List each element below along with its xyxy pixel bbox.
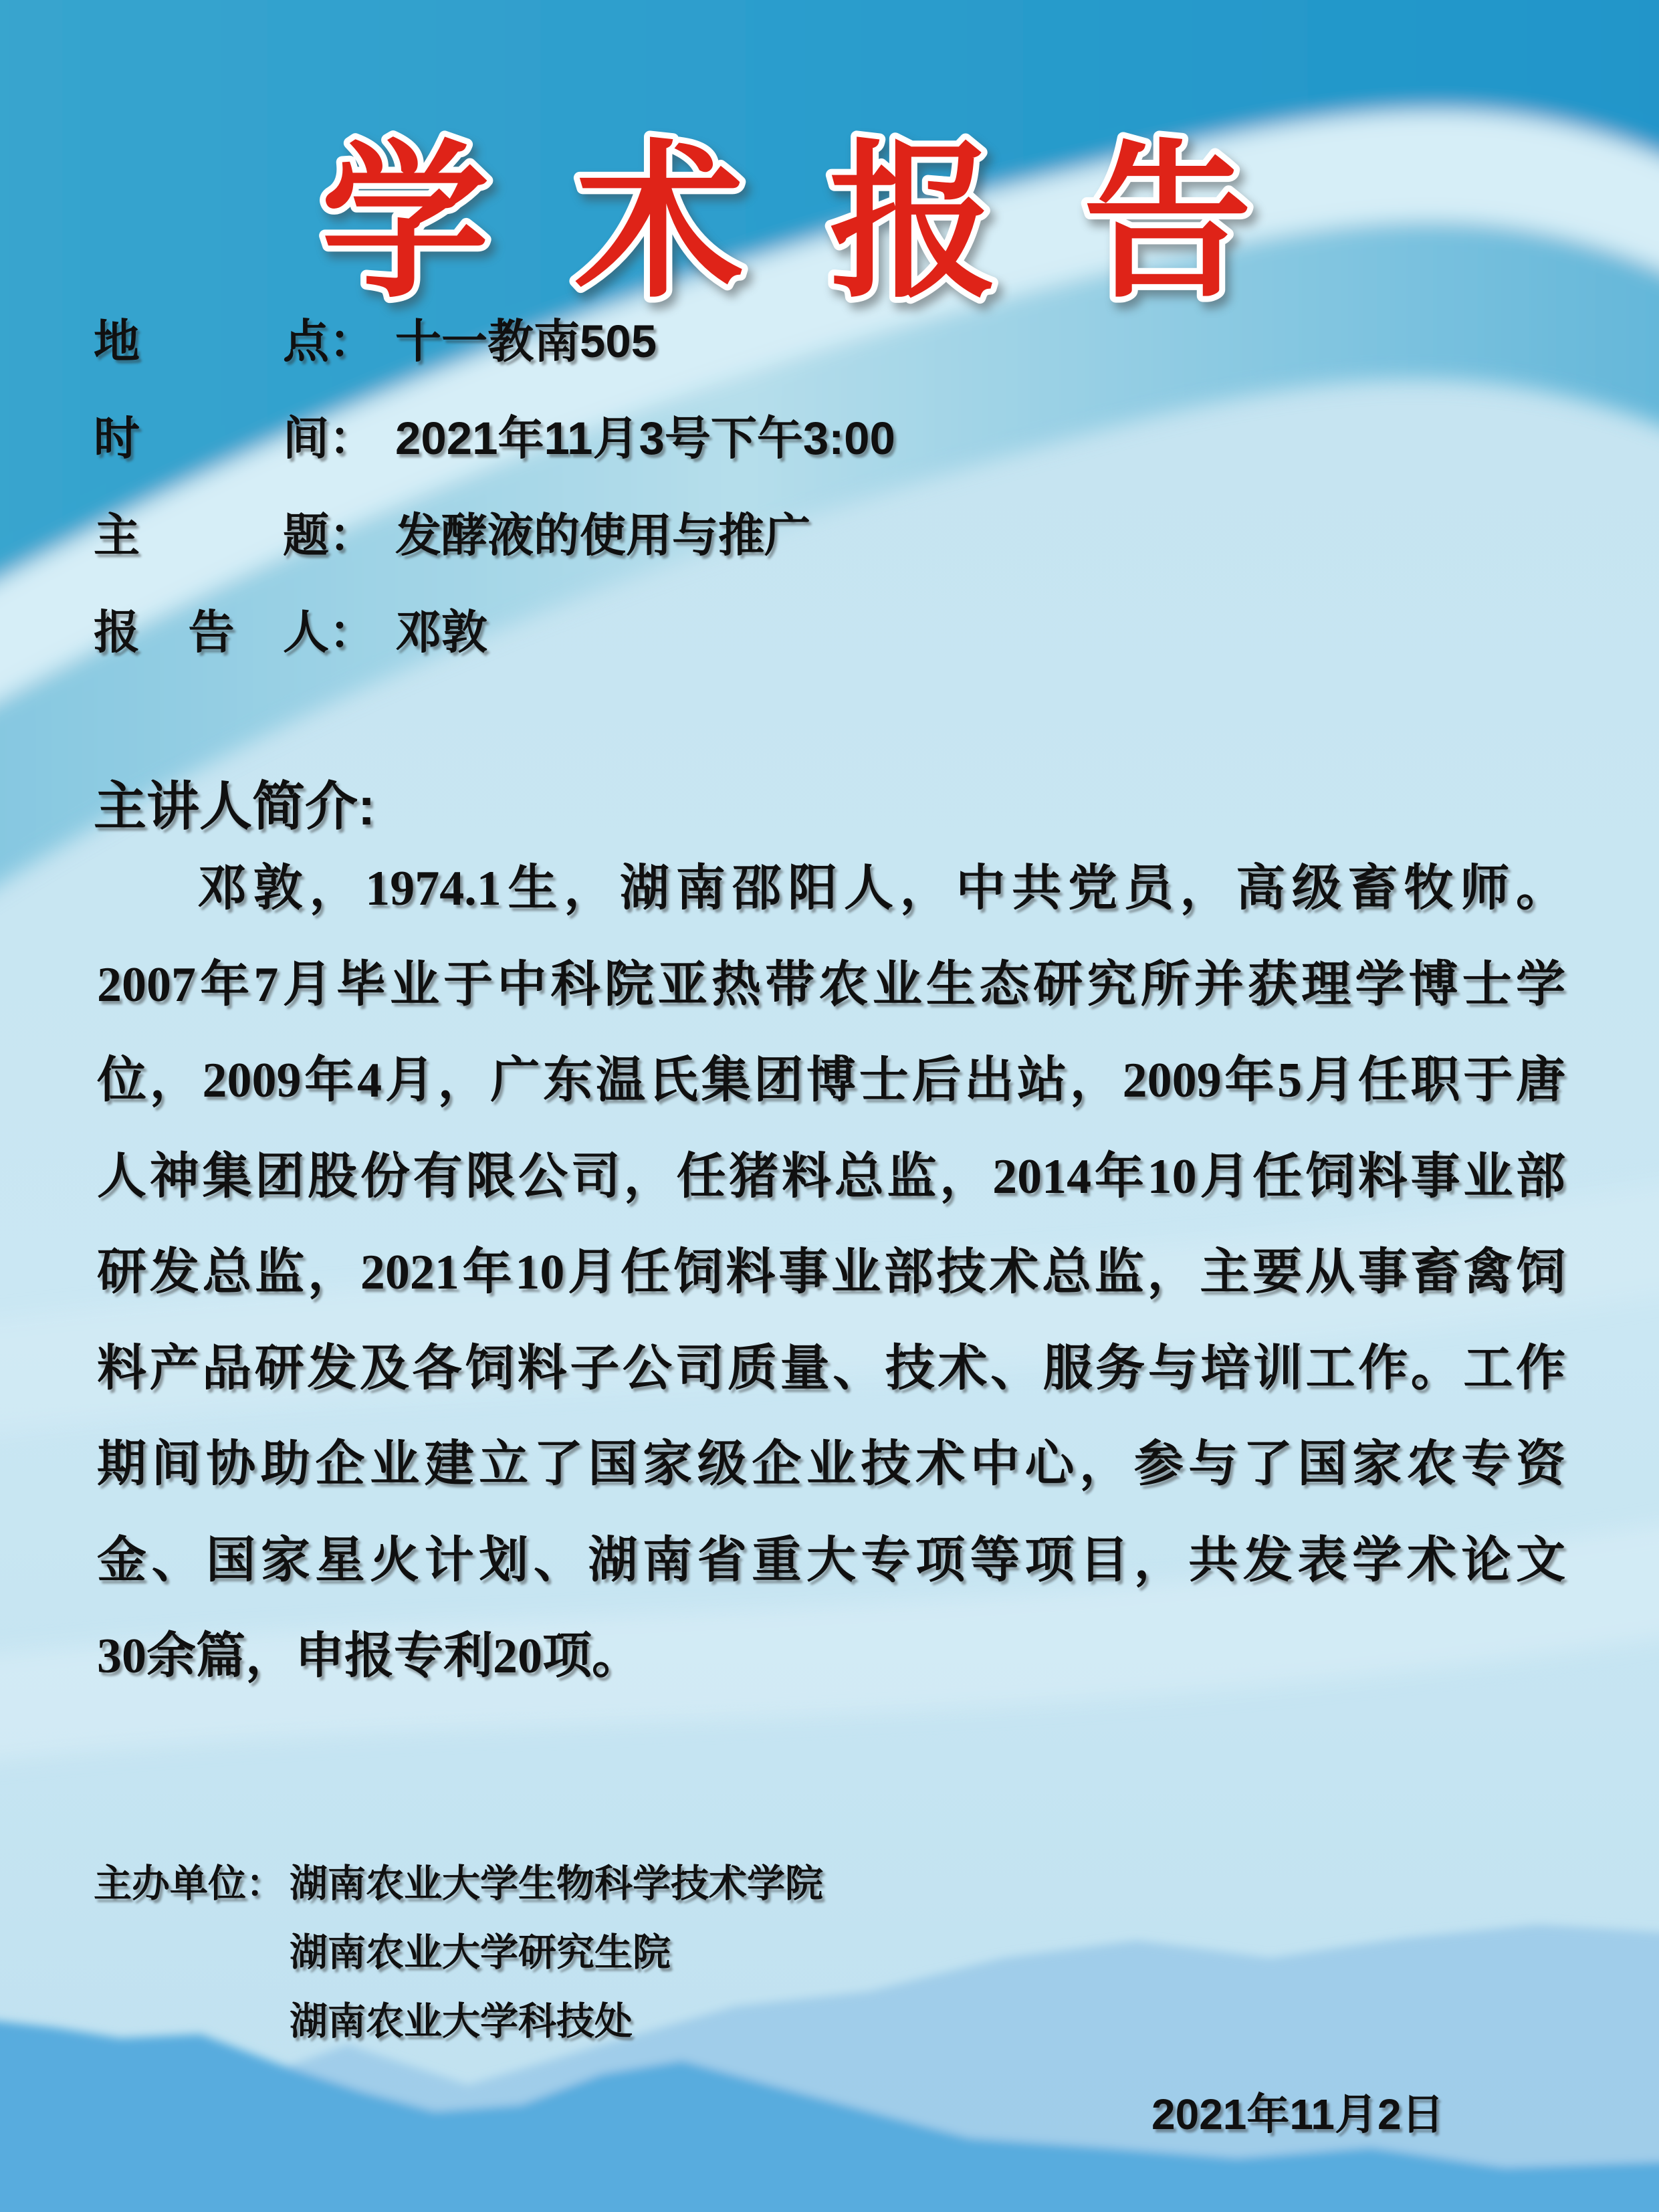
event-info — [94, 293, 895, 681]
info-value-speaker: 邓敦 — [395, 606, 487, 658]
bio-line: 料产品研发及各饲料子公司质量、技术、服务与培训工作。工作 — [97, 1341, 1565, 1396]
info-row-location — [94, 293, 895, 390]
info-colon: ： — [329, 316, 375, 367]
bio-line: 位，2009年4月，广东温氏集团博士后出站，2009年5月任职于唐 — [97, 1053, 1565, 1108]
info-colon: ： — [329, 606, 375, 658]
organizers-label: 主办单位： — [94, 1862, 284, 1905]
organizers-list — [290, 1850, 823, 2056]
bio-heading: 主讲人简介: — [94, 776, 376, 836]
bio-line: 金、国家星火计划、湖南省重大专项等项目，共发表学术论文 — [97, 1533, 1565, 1588]
poster-date: 2021年11月2日 — [1151, 2090, 1444, 2138]
info-row-time — [94, 390, 895, 487]
info-colon: ： — [329, 510, 375, 561]
info-label-location: 地点 — [94, 316, 329, 367]
bio-line: 期间协助企业建立了国家级企业技术中心，参与了国家农专资 — [97, 1437, 1565, 1492]
info-value-topic: 发酵液的使用与推广 — [395, 510, 810, 561]
organizer-item: 湖南农业大学研究生院 — [290, 1931, 671, 1974]
organizers — [94, 1850, 823, 2056]
info-colon: ： — [329, 413, 375, 464]
bio-line: 邓敦，1974.1生，湖南邵阳人，中共党员，高级畜牧师。 — [197, 861, 1565, 916]
bio-paragraph — [97, 841, 1565, 1705]
info-row-topic — [94, 487, 895, 584]
bio-line: 人神集团股份有限公司，任猪料总监，2014年10月任饲料事业部 — [97, 1149, 1565, 1204]
organizer-item: 湖南农业大学科技处 — [290, 2000, 633, 2043]
poster-title-text: 学术报告 — [320, 130, 1338, 318]
info-row-speaker — [94, 584, 895, 681]
info-value-time: 2021年11月3号下午3:00 — [395, 413, 895, 464]
info-value-location: 十一教南505 — [395, 316, 657, 367]
info-label-speaker: 报告人 — [94, 606, 329, 658]
bio-line: 2007年7月毕业于中科院亚热带农业生态研究所并获理学博士学 — [97, 957, 1565, 1012]
bio-line: 30余篇，申报专利20项。 — [97, 1629, 641, 1684]
organizer-item: 湖南农业大学生物科学技术学院 — [290, 1862, 823, 1905]
bio-line: 研发总监，2021年10月任饲料事业部技术总监，主要从事畜禽饲 — [97, 1245, 1565, 1300]
info-label-time: 时间 — [94, 413, 329, 464]
info-label-topic: 主题 — [94, 510, 329, 561]
